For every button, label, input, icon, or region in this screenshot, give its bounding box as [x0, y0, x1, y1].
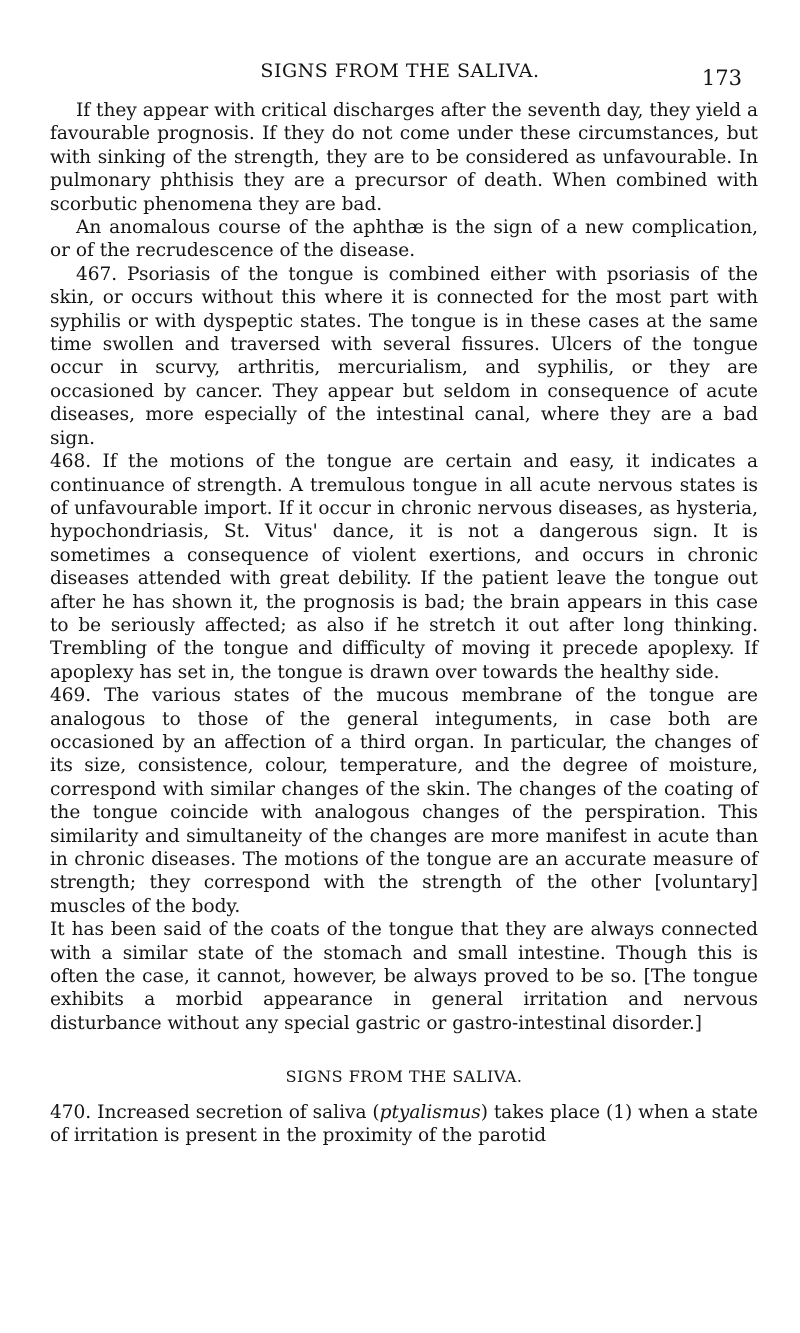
paragraph-467: 467. Psoriasis of the tongue is combined either with psoriasis of the skin, or occurs without this where it is connected for the most part with syphilis or with dyspeptic states. The tongue is in these cases at the same time swollen and traversed with several fissures. Ulcers of the tongue occur in scurvy, arthritis, mercurialism, and syphilis, or they are occasioned by cancer. They appear but seldom in consequence of acute diseases, more especially of the intestinal canal, where they are a bad sign. — [50, 263, 758, 449]
section-heading: SIGNS FROM THE SALIVA. — [285, 1067, 523, 1087]
paragraph-coats-of-tongue: It has been said of the coats of the tongue that they are always connected with a similar state of the stomach and small intestine. Though this is often the case, it cannot, however, be always proved to be so. [The tongue exhibits a morbid appearance in general irritation and nervous disturbance without any special gastric or gastro-intestinal disorder.] — [50, 919, 758, 1034]
paragraph-470-end: ) takes place (1) when a state of irritation is present in the proximity of the parotid — [50, 1101, 758, 1147]
paragraph-468: 468. If the motions of the tongue are certain and easy, it indicates a continuance of strength. A tremulous tongue in all acute nervous states is of unfavourable import. If it occur in chronic nervous diseases, as hysteria, hypochondriasis, St. Vitus' dance, it is not a dangerous sign. It is sometimes a consequence of violent exertions, and occurs in chronic diseases attended with great debility. If the patient leave the tongue out after he has shown it, the prognosis is bad; the brain appears in this case to be seriously affected; as also if he stretch it out after long thinking. Trembling of the tongue and difficulty of moving it precede apoplexy. If apoplexy has set in, the tongue is drawn over towards the healthy side. — [50, 451, 758, 683]
paragraph-aphthae-prognosis: If they appear with critical discharges after the seventh day, they yield a favourable prognosis. If they do not come under these circumstances, but with sinking of the strength, they are to be considered as unfavourable. In pulmonary phthisis they are a precursor of death. When combined with scorbutic phenomena they are bad. — [50, 100, 758, 215]
paragraph-470-start: 470. Increased secretion of saliva ( — [50, 1101, 380, 1123]
page-number: 173 — [701, 66, 742, 90]
paragraph-469: 469. The various states of the mucous membrane of the tongue are analogous to those of the general integuments, in case both are occasioned by an affection of a third organ. In particular, the changes of its size, consistence, colour, temperature, and the degree of moisture, correspond with similar changes of the skin. The changes of the coating of the tongue coincide with analogous changes of the perspiration. This similarity and simultaneity of the changes are more manifest in acute than in chronic diseases. The motions of the tongue are an accurate measure of strength; they correspond with the strength of the other [voluntary] muscles of the body. — [50, 685, 758, 917]
running-head: SIGNS FROM THE SALIVA. — [260, 60, 540, 82]
paragraph-470 — [50, 1101, 758, 1148]
paragraph-aphthae-course: An anomalous course of the aphthæ is the sign of a new complication, or of the recrudescence of the disease. — [50, 217, 758, 262]
paragraph-470-term: ptyalismus — [379, 1101, 481, 1123]
body-text — [50, 99, 758, 1147]
